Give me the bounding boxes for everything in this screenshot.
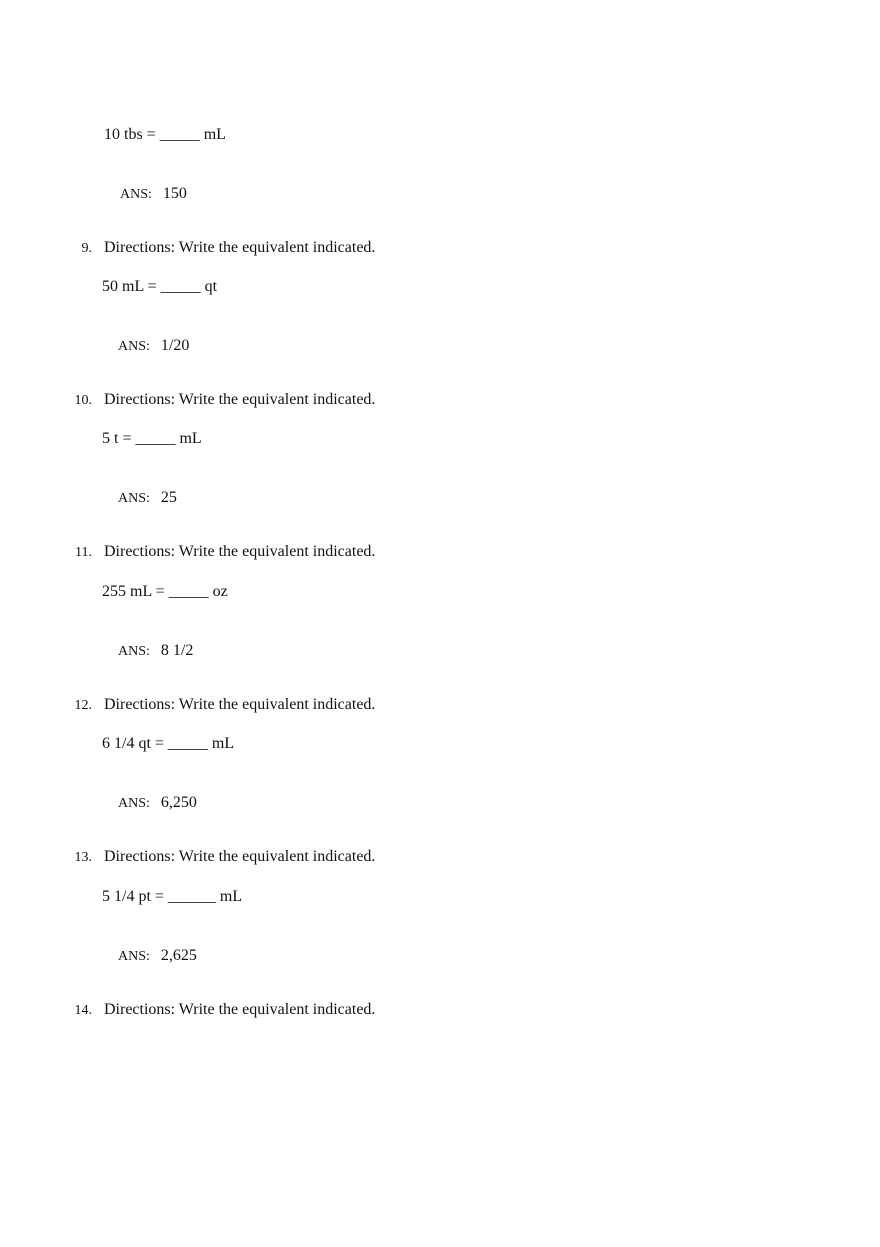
answer-value: 2,625 xyxy=(160,947,197,964)
question-9-prompt: 50 mL = _____ qt xyxy=(102,278,218,295)
answer-13 xyxy=(102,926,197,987)
item-number-14: 14. xyxy=(74,1003,92,1018)
answer-value: 150 xyxy=(162,185,187,202)
answer-label: ANS: xyxy=(118,796,150,811)
directions-14: Directions: Write the equivalent indicated. xyxy=(104,1001,376,1018)
answer-9 xyxy=(102,316,189,377)
answer-value: 6,250 xyxy=(160,794,197,811)
item-number-13: 13. xyxy=(74,850,92,865)
directions-13: Directions: Write the equivalent indicated. xyxy=(104,848,376,865)
answer-10 xyxy=(102,468,177,529)
item-number-12: 12. xyxy=(74,698,92,713)
item-number-10: 10. xyxy=(74,393,92,408)
directions-11: Directions: Write the equivalent indicated. xyxy=(104,543,376,560)
question-10-prompt: 5 t = _____ mL xyxy=(102,430,202,447)
directions-10: Directions: Write the equivalent indicated. xyxy=(104,391,376,408)
answer-8 xyxy=(104,164,187,225)
question-8-prompt: 10 tbs = _____ mL xyxy=(104,126,226,143)
answer-value: 8 1/2 xyxy=(160,642,194,659)
question-11-prompt: 255 mL = _____ oz xyxy=(102,583,228,600)
item-number-9: 9. xyxy=(81,241,92,256)
question-13-prompt: 5 1/4 pt = ______ mL xyxy=(102,888,243,905)
answer-label: ANS: xyxy=(120,187,152,202)
answer-12 xyxy=(102,773,197,834)
item-number-11: 11. xyxy=(75,545,92,560)
answer-11 xyxy=(102,621,193,682)
question-12-prompt: 6 1/4 qt = _____ mL xyxy=(102,735,235,752)
answer-label: ANS: xyxy=(118,949,150,964)
answer-value: 25 xyxy=(160,489,177,506)
answer-value: 1/20 xyxy=(160,337,190,354)
answer-label: ANS: xyxy=(118,644,150,659)
answer-label: ANS: xyxy=(118,491,150,506)
directions-12: Directions: Write the equivalent indicated. xyxy=(104,696,376,713)
answer-label: ANS: xyxy=(118,339,150,354)
directions-9: Directions: Write the equivalent indicated. xyxy=(104,239,376,256)
